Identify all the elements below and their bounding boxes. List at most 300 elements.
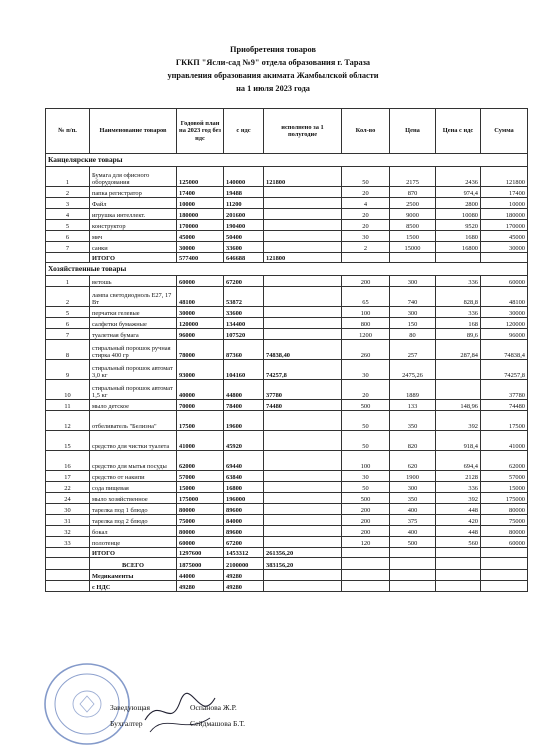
table-cell: 260 bbox=[342, 340, 390, 360]
accountant-name: Сейдмашова Б.Т. bbox=[190, 719, 246, 728]
table-cell: 10000 bbox=[481, 198, 528, 209]
col-header: № п/п. bbox=[46, 109, 90, 154]
table-cell bbox=[264, 451, 342, 471]
col-header: Цена bbox=[390, 109, 436, 154]
table-cell: 30 bbox=[342, 231, 390, 242]
table-cell: 30000 bbox=[481, 307, 528, 318]
table-cell: 40000 bbox=[177, 380, 224, 400]
table-row bbox=[46, 471, 528, 482]
table-cell: Канцелярские товары bbox=[46, 154, 528, 167]
table-cell: 500 bbox=[342, 493, 390, 504]
table-cell bbox=[264, 411, 342, 431]
table-cell: 57000 bbox=[177, 471, 224, 482]
table-cell bbox=[436, 570, 481, 581]
table-cell: 7 bbox=[46, 242, 90, 253]
table-cell: 201600 bbox=[224, 209, 264, 220]
table-cell: 75000 bbox=[481, 515, 528, 526]
table-cell bbox=[264, 493, 342, 504]
table-cell: 300 bbox=[390, 307, 436, 318]
table-cell: 30 bbox=[342, 360, 390, 380]
table-cell: 4 bbox=[46, 209, 90, 220]
table-cell: 80000 bbox=[177, 504, 224, 515]
table-cell bbox=[342, 581, 390, 592]
table-row bbox=[46, 231, 528, 242]
table-cell: 1500 bbox=[390, 231, 436, 242]
table-cell: 120000 bbox=[481, 318, 528, 329]
table-cell: 2 bbox=[46, 287, 90, 307]
table-cell: 420 bbox=[436, 515, 481, 526]
table-cell bbox=[264, 482, 342, 493]
grand-total-row bbox=[46, 558, 528, 570]
table-cell: папка регистратор bbox=[90, 187, 177, 198]
table-cell: туалетная бумага bbox=[90, 329, 177, 340]
table-cell: Файл bbox=[90, 198, 177, 209]
table-cell bbox=[264, 581, 342, 592]
table-cell: 60000 bbox=[481, 537, 528, 548]
table-cell: 74257,8 bbox=[264, 360, 342, 380]
table-cell: 15000 bbox=[177, 482, 224, 493]
table-cell: 196000 bbox=[224, 493, 264, 504]
table-cell: 300 bbox=[390, 276, 436, 287]
table-cell: 560 bbox=[436, 537, 481, 548]
table-cell: средство для чистки туалета bbox=[90, 431, 177, 451]
table-cell: мяч bbox=[90, 231, 177, 242]
col-header: Годовой план на 2023 год без ндс bbox=[177, 109, 224, 154]
table-cell: 175000 bbox=[481, 493, 528, 504]
table-cell: 1900 bbox=[390, 471, 436, 482]
table-cell: 121800 bbox=[481, 167, 528, 187]
table-cell: 150 bbox=[390, 318, 436, 329]
table-cell: средство для мытья посуды bbox=[90, 451, 177, 471]
table-cell: 1875000 bbox=[177, 558, 224, 570]
table-cell: 41000 bbox=[481, 431, 528, 451]
table-cell: 1889 bbox=[390, 380, 436, 400]
table-cell: стиральный порошок автомат 3,0 кг bbox=[90, 360, 177, 380]
table-cell: сода пищевая bbox=[90, 482, 177, 493]
table-cell: 140000 bbox=[224, 167, 264, 187]
table-cell: 49280 bbox=[224, 570, 264, 581]
table-cell: 78000 bbox=[177, 340, 224, 360]
table-cell: игрушка интеллект. bbox=[90, 209, 177, 220]
table-cell: 133 bbox=[390, 400, 436, 411]
table-cell: 200 bbox=[342, 504, 390, 515]
table-cell: 17500 bbox=[177, 411, 224, 431]
table-cell bbox=[264, 504, 342, 515]
table-cell: 100 bbox=[342, 307, 390, 318]
table-row bbox=[46, 167, 528, 187]
table-cell: 2175 bbox=[390, 167, 436, 187]
table-cell bbox=[390, 570, 436, 581]
table-cell bbox=[264, 307, 342, 318]
table-cell: полотенце bbox=[90, 537, 177, 548]
table-cell: 45000 bbox=[177, 231, 224, 242]
table-cell bbox=[46, 548, 90, 558]
table-row bbox=[46, 526, 528, 537]
table-cell: 5 bbox=[46, 220, 90, 231]
table-cell: 17400 bbox=[177, 187, 224, 198]
table-cell: салфетки бумажные bbox=[90, 318, 177, 329]
table-cell: 2475,26 bbox=[390, 360, 436, 380]
table-cell: 200 bbox=[342, 515, 390, 526]
table-cell: 100 bbox=[342, 451, 390, 471]
table-cell: 4 bbox=[342, 198, 390, 209]
table-cell: 57000 bbox=[481, 471, 528, 482]
table-cell: 6 bbox=[46, 318, 90, 329]
table-row bbox=[46, 340, 528, 360]
table-cell: 69440 bbox=[224, 451, 264, 471]
table-cell bbox=[264, 570, 342, 581]
table-cell: 33600 bbox=[224, 307, 264, 318]
table-cell: 9 bbox=[46, 360, 90, 380]
table-cell: 11200 bbox=[224, 198, 264, 209]
table-cell bbox=[264, 276, 342, 287]
table-cell: 96000 bbox=[177, 329, 224, 340]
table-cell: 80000 bbox=[177, 526, 224, 537]
table-cell: 48100 bbox=[481, 287, 528, 307]
table-cell: 9520 bbox=[436, 220, 481, 231]
table-cell: 104160 bbox=[224, 360, 264, 380]
table-cell: 74480 bbox=[264, 400, 342, 411]
total-row-office bbox=[46, 253, 528, 263]
table-cell bbox=[46, 558, 90, 570]
medicaments-row bbox=[46, 570, 528, 581]
table-cell: 120000 bbox=[177, 318, 224, 329]
table-cell: 75000 bbox=[177, 515, 224, 526]
table-cell: 400 bbox=[390, 504, 436, 515]
table-cell bbox=[390, 548, 436, 558]
table-row bbox=[46, 198, 528, 209]
table-cell bbox=[436, 380, 481, 400]
table-cell: ветошь bbox=[90, 276, 177, 287]
table-cell: Медикаменты bbox=[90, 570, 177, 581]
table-cell: 148,96 bbox=[436, 400, 481, 411]
signatures bbox=[110, 700, 245, 732]
table-cell: с НДС bbox=[90, 581, 177, 592]
table-cell: 107520 bbox=[224, 329, 264, 340]
table-cell: 17 bbox=[46, 471, 90, 482]
table-row bbox=[46, 451, 528, 471]
table-cell: 89,6 bbox=[436, 329, 481, 340]
table-cell: мыло хозяйственное bbox=[90, 493, 177, 504]
table-cell: 200 bbox=[342, 526, 390, 537]
table-cell: 53872 bbox=[224, 287, 264, 307]
table-cell: 60000 bbox=[177, 537, 224, 548]
table-cell: 190400 bbox=[224, 220, 264, 231]
table-cell: 89600 bbox=[224, 504, 264, 515]
table-cell: 20 bbox=[342, 209, 390, 220]
table-cell: 15 bbox=[46, 431, 90, 451]
table-cell: 2 bbox=[342, 242, 390, 253]
table-cell: 620 bbox=[390, 451, 436, 471]
table-cell: 8 bbox=[46, 340, 90, 360]
table-cell: 74838,40 bbox=[264, 340, 342, 360]
table-cell: санки bbox=[90, 242, 177, 253]
table-row bbox=[46, 504, 528, 515]
table-cell: 392 bbox=[436, 411, 481, 431]
table-row bbox=[46, 515, 528, 526]
table-cell: ВСЕГО bbox=[90, 558, 177, 570]
table-cell bbox=[264, 471, 342, 482]
table-cell bbox=[481, 253, 528, 263]
col-header: Цена с ндс bbox=[436, 109, 481, 154]
table-cell bbox=[264, 187, 342, 198]
table-row bbox=[46, 318, 528, 329]
table-cell: 175000 bbox=[177, 493, 224, 504]
table-cell: 62000 bbox=[481, 451, 528, 471]
table-cell: 120 bbox=[342, 537, 390, 548]
table-cell: 6 bbox=[46, 231, 90, 242]
table-cell: 350 bbox=[390, 493, 436, 504]
table-row bbox=[46, 220, 528, 231]
table-cell: 448 bbox=[436, 504, 481, 515]
section-header-office bbox=[46, 154, 528, 167]
table-cell bbox=[342, 570, 390, 581]
table-cell: 17500 bbox=[481, 411, 528, 431]
table-row bbox=[46, 187, 528, 198]
table-cell: 2800 bbox=[436, 198, 481, 209]
table-cell: 37780 bbox=[481, 380, 528, 400]
table-cell bbox=[264, 329, 342, 340]
table-cell: 37780 bbox=[264, 380, 342, 400]
head-label: Заведующая bbox=[110, 703, 151, 712]
table-cell: 500 bbox=[390, 537, 436, 548]
table-cell bbox=[264, 209, 342, 220]
table-cell: 577400 bbox=[177, 253, 224, 263]
table-cell: 48100 bbox=[177, 287, 224, 307]
table-cell: 375 bbox=[390, 515, 436, 526]
table-cell: 10080 bbox=[436, 209, 481, 220]
table-row bbox=[46, 411, 528, 431]
table-header-row bbox=[46, 109, 528, 154]
table-cell: перчатки гелевые bbox=[90, 307, 177, 318]
table-cell: 694,4 bbox=[436, 451, 481, 471]
table-cell: 84000 bbox=[224, 515, 264, 526]
org-line: ГККП "Ясли-сад №9" отдела образования г. Тараза bbox=[175, 58, 371, 67]
table-cell: 87360 bbox=[224, 340, 264, 360]
table-cell bbox=[264, 537, 342, 548]
table-cell: 1 bbox=[46, 167, 90, 187]
table-cell: 2128 bbox=[436, 471, 481, 482]
table-cell: ИТОГО bbox=[90, 253, 177, 263]
table-cell: 30000 bbox=[177, 307, 224, 318]
table-cell: тарелка под 2 блюдо bbox=[90, 515, 177, 526]
table-cell: 500 bbox=[342, 400, 390, 411]
table-cell: 80000 bbox=[481, 526, 528, 537]
table-cell: 1 bbox=[46, 276, 90, 287]
table-cell: 70000 bbox=[177, 400, 224, 411]
table-row bbox=[46, 360, 528, 380]
table-cell bbox=[264, 220, 342, 231]
table-cell bbox=[46, 253, 90, 263]
col-header: Сумма bbox=[481, 109, 528, 154]
table-cell: 30 bbox=[342, 471, 390, 482]
accountant-label: Бухгалтер bbox=[110, 719, 143, 728]
table-cell: 62000 bbox=[177, 451, 224, 471]
table-cell: 65 bbox=[342, 287, 390, 307]
table-cell: 257 bbox=[390, 340, 436, 360]
table-cell bbox=[342, 548, 390, 558]
table-cell: мыло детское bbox=[90, 400, 177, 411]
table-cell: лампа светодиодноль E27, 17 Вт bbox=[90, 287, 177, 307]
table-cell: 74480 bbox=[481, 400, 528, 411]
table-cell: 67200 bbox=[224, 276, 264, 287]
table-row bbox=[46, 209, 528, 220]
table-cell: 820 bbox=[390, 431, 436, 451]
table-cell: 1200 bbox=[342, 329, 390, 340]
table-cell: 45000 bbox=[481, 231, 528, 242]
table-cell: 2436 bbox=[436, 167, 481, 187]
table-cell: 7 bbox=[46, 329, 90, 340]
table-cell bbox=[342, 253, 390, 263]
table-cell: стиральный порошок ручная стирка 400 гр bbox=[90, 340, 177, 360]
table-cell bbox=[436, 253, 481, 263]
table-cell: Хозяйственные товары bbox=[46, 263, 528, 276]
head-name: Оспанова Ж.Р. bbox=[190, 703, 237, 712]
table-cell: 60000 bbox=[481, 276, 528, 287]
table-cell: 20 bbox=[342, 380, 390, 400]
table-cell: 800 bbox=[342, 318, 390, 329]
table-cell: 336 bbox=[436, 307, 481, 318]
table-row bbox=[46, 431, 528, 451]
table-cell: 300 bbox=[390, 482, 436, 493]
table-cell: 2 bbox=[46, 187, 90, 198]
table-cell: 2500 bbox=[390, 198, 436, 209]
table-cell: 49280 bbox=[224, 581, 264, 592]
table-cell: 74838,4 bbox=[481, 340, 528, 360]
table-cell: 200 bbox=[342, 276, 390, 287]
table-cell: 24 bbox=[46, 493, 90, 504]
table-row bbox=[46, 400, 528, 411]
table-cell: стиральный порошок автомат 1,5 кг bbox=[90, 380, 177, 400]
table-cell: 44000 bbox=[177, 570, 224, 581]
table-row bbox=[46, 242, 528, 253]
table-cell: 121800 bbox=[264, 167, 342, 187]
table-cell: 33600 bbox=[224, 242, 264, 253]
table-cell: 96000 bbox=[481, 329, 528, 340]
table-cell: 19488 bbox=[224, 187, 264, 198]
table-cell: 93000 bbox=[177, 360, 224, 380]
table-cell: 336 bbox=[436, 276, 481, 287]
table-cell: 1453312 bbox=[224, 548, 264, 558]
table-row bbox=[46, 380, 528, 400]
table-cell: 287,84 bbox=[436, 340, 481, 360]
table-cell: 170000 bbox=[481, 220, 528, 231]
table-cell bbox=[264, 287, 342, 307]
table-cell: 33 bbox=[46, 537, 90, 548]
col-header: с ндс bbox=[224, 109, 264, 154]
table-cell: ИТОГО bbox=[90, 548, 177, 558]
table-cell bbox=[436, 558, 481, 570]
table-cell bbox=[390, 581, 436, 592]
table-cell: 170000 bbox=[177, 220, 224, 231]
purchases-table bbox=[45, 108, 528, 592]
table-cell: Бумага для офисного оборудования bbox=[90, 167, 177, 187]
table-cell: средство от накипи bbox=[90, 471, 177, 482]
table-cell: 646688 bbox=[224, 253, 264, 263]
table-cell bbox=[481, 548, 528, 558]
col-header: Кол-во bbox=[342, 109, 390, 154]
table-cell: 10000 bbox=[177, 198, 224, 209]
table-cell: 16 bbox=[46, 451, 90, 471]
table-cell: 383156,20 bbox=[264, 558, 342, 570]
doc-title: Приобретения товаров bbox=[230, 45, 316, 54]
table-row bbox=[46, 307, 528, 318]
table-cell: 50 bbox=[342, 431, 390, 451]
table-cell: 12 bbox=[46, 411, 90, 431]
table-cell: 9000 bbox=[390, 209, 436, 220]
table-cell bbox=[264, 198, 342, 209]
table-cell: 50 bbox=[342, 482, 390, 493]
table-cell: 3 bbox=[46, 198, 90, 209]
table-cell: 180000 bbox=[177, 209, 224, 220]
vat-row bbox=[46, 581, 528, 592]
table-cell: 41000 bbox=[177, 431, 224, 451]
table-cell: 16800 bbox=[436, 242, 481, 253]
dept-line: управления образования акимата Жамбылской области bbox=[167, 71, 379, 80]
table-cell: 180000 bbox=[481, 209, 528, 220]
table-cell: 15000 bbox=[481, 482, 528, 493]
table-cell bbox=[481, 558, 528, 570]
table-row bbox=[46, 537, 528, 548]
table-cell bbox=[264, 526, 342, 537]
table-cell bbox=[436, 360, 481, 380]
table-cell: 80000 bbox=[481, 504, 528, 515]
table-cell: 17400 bbox=[481, 187, 528, 198]
table-cell bbox=[436, 548, 481, 558]
col-header: исполнено за 1 полугодие bbox=[264, 109, 342, 154]
table-cell: 44800 bbox=[224, 380, 264, 400]
table-cell: 16800 bbox=[224, 482, 264, 493]
table-cell bbox=[342, 558, 390, 570]
table-cell: бокал bbox=[90, 526, 177, 537]
table-cell: 30 bbox=[46, 504, 90, 515]
table-cell: 67200 bbox=[224, 537, 264, 548]
table-cell: 5 bbox=[46, 307, 90, 318]
table-cell: 30000 bbox=[481, 242, 528, 253]
table-cell bbox=[264, 242, 342, 253]
table-cell: 974,4 bbox=[436, 187, 481, 198]
table-cell: 740 bbox=[390, 287, 436, 307]
table-cell: 49280 bbox=[177, 581, 224, 592]
table-cell bbox=[264, 231, 342, 242]
table-cell: 918,4 bbox=[436, 431, 481, 451]
table-cell bbox=[46, 570, 90, 581]
table-cell: 168 bbox=[436, 318, 481, 329]
table-cell bbox=[390, 558, 436, 570]
table-cell: 19600 bbox=[224, 411, 264, 431]
table-cell: 30000 bbox=[177, 242, 224, 253]
table-cell: 74257,8 bbox=[481, 360, 528, 380]
table-cell bbox=[481, 570, 528, 581]
table-cell: 11 bbox=[46, 400, 90, 411]
table-cell bbox=[46, 581, 90, 592]
table-cell: отбеливатель "Белизна" bbox=[90, 411, 177, 431]
table-cell: 448 bbox=[436, 526, 481, 537]
table-cell: 350 bbox=[390, 411, 436, 431]
total-row-household bbox=[46, 548, 528, 558]
table-cell: 2100000 bbox=[224, 558, 264, 570]
table-cell: 20 bbox=[342, 187, 390, 198]
table-row bbox=[46, 287, 528, 307]
table-cell bbox=[390, 253, 436, 263]
table-row bbox=[46, 276, 528, 287]
table-cell bbox=[264, 515, 342, 526]
table-cell: 45920 bbox=[224, 431, 264, 451]
table-cell: 15000 bbox=[390, 242, 436, 253]
table-cell: 400 bbox=[390, 526, 436, 537]
table-cell: 63840 bbox=[224, 471, 264, 482]
table-cell: 32 bbox=[46, 526, 90, 537]
